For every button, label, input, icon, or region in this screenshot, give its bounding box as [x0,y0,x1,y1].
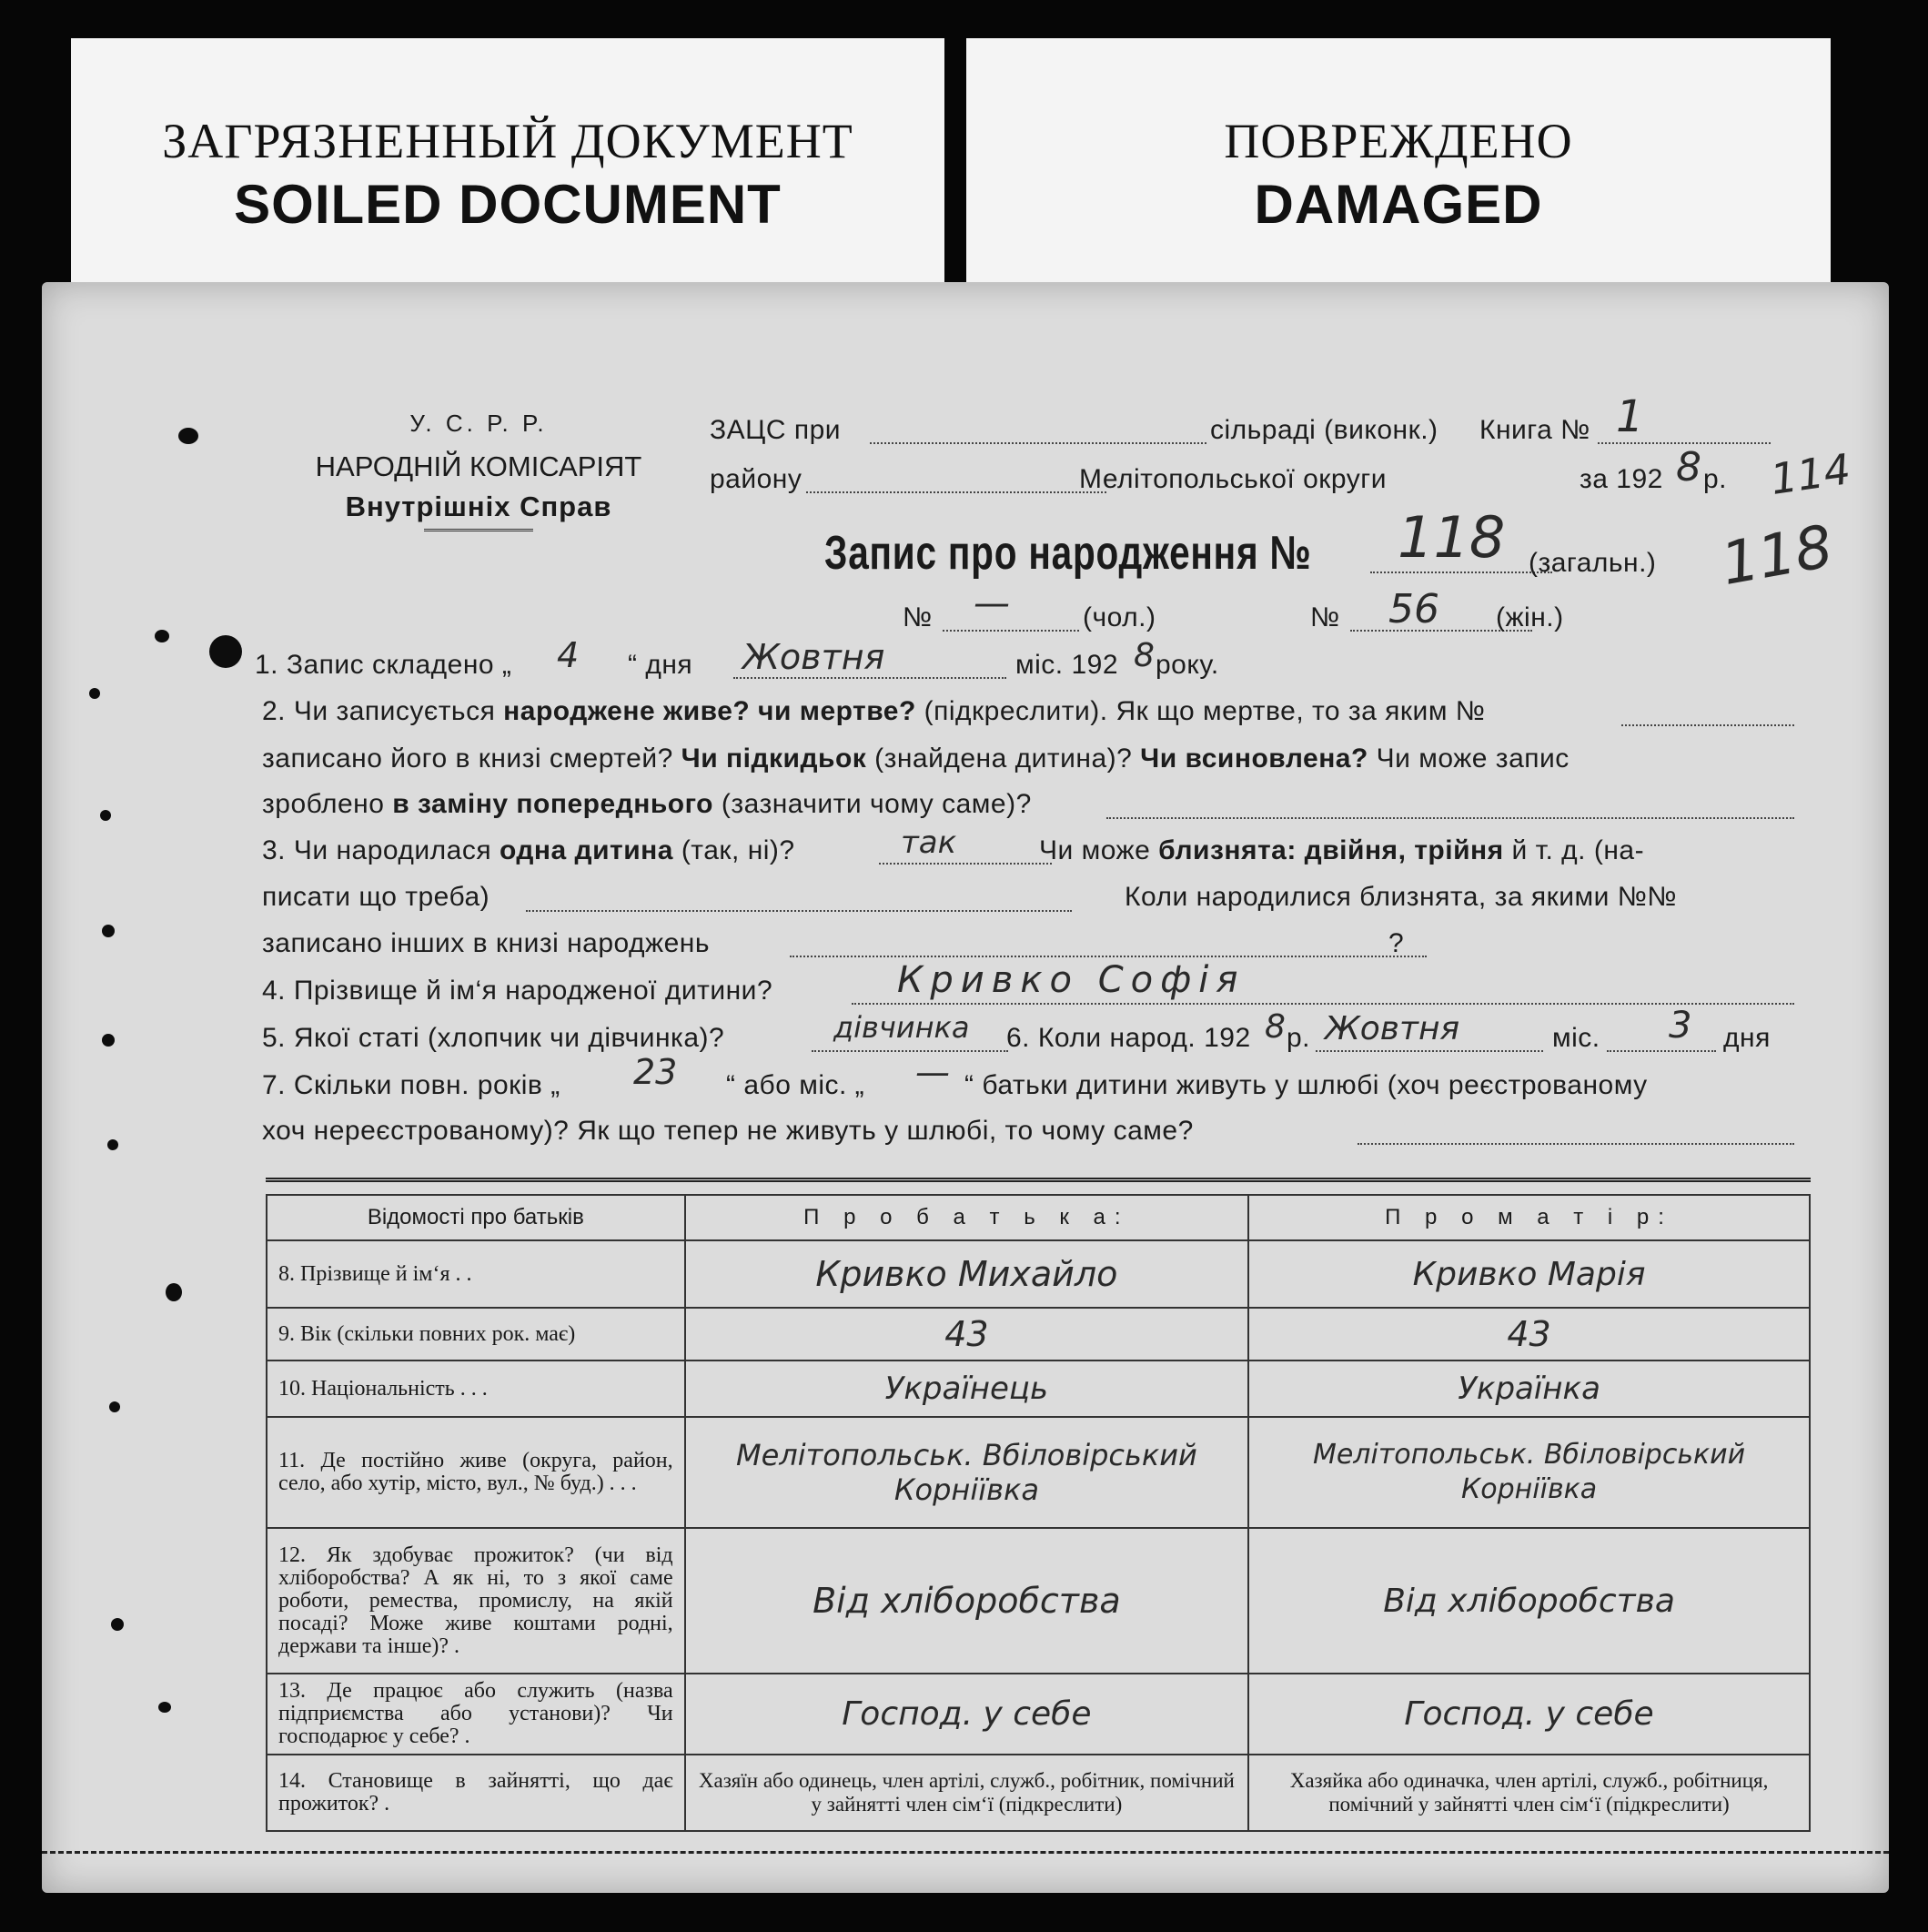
row-label-age: 9. Вік (скільки повних рок. має) [267,1308,685,1360]
table-row [267,1240,1810,1308]
field-1-year: 8 [1134,637,1155,674]
child-sex: дівчинка [833,1010,970,1045]
tear-line [42,1851,1889,1854]
row-label-nationality: 10. Національність . . . [267,1360,685,1417]
book-label: Книга № [1479,415,1590,445]
field-3-twins: близнята: двійня, трійня [1158,835,1504,865]
field-1-day: 4 [557,635,580,675]
field-3-single: одна дитина [499,835,673,865]
field-3-line-1-b [1039,835,1644,866]
field-2-foundling: Чи підкидьок [681,743,867,774]
year-value: 8 [1676,444,1701,491]
field-3-line-2-b: Коли народилися близнята, за якими №№ [1125,882,1678,912]
female-no-label: № [1310,602,1340,632]
table-row [267,1528,1810,1674]
parents-table [266,1194,1811,1832]
birth-record-sheet [42,282,1889,1893]
table-row [267,1360,1810,1417]
damage-mark [155,630,169,642]
field-2-adopted: Чи всиновлена? [1140,743,1368,774]
field-3-line-2: писати що треба) [262,882,490,912]
field-3-question-mark: ? [1388,928,1405,958]
father-residence: Мелітопольськ. Вбіловірський Корніївка [685,1417,1248,1528]
damaged-label-en: DAMAGED [1254,174,1543,235]
damage-mark [89,688,100,699]
mother-residence: Мелітопольськ. Вбіловірський Корніївка [1248,1417,1810,1528]
damage-mark [102,925,115,937]
row-label-livelihood: 12. Як здобуває прожиток? (чи від хліборобства? А як ні, то з якої саме роботи, ремества, промислу, на якій посаді? Може живе коштами родні, держави та інше)? . [267,1528,685,1674]
father-workplace: Господ. у себе [685,1674,1248,1755]
damage-mark [166,1283,182,1301]
field-2-live-dead: народжене живе? чи мертве? [503,696,916,726]
field-1-day-label: “ дня [628,650,693,680]
table-row [267,1674,1810,1755]
field-2-text: (підкреслити). Як що мертве, то за яким № [915,696,1486,726]
field-3-line-1 [262,835,795,866]
field-1-month: Жовтня [742,637,885,677]
ministry-label: Внутрішніх Справ [345,491,612,522]
father-nationality: Українець [685,1360,1248,1417]
record-title: Запис про народження № [824,527,1312,580]
marriage-years: 23 [633,1052,678,1092]
damage-mark [100,810,111,821]
field-6-label: 6. Коли народ. 192 [1006,1023,1251,1053]
header-father: П р о б а т ь к а: [685,1195,1248,1240]
marriage-months: — [915,1052,950,1092]
field-4-label: 4. Прізвище й ім‘я народженої дитини? [262,976,773,1006]
soiled-document-label [71,38,944,311]
male-label: (чол.) [1083,602,1156,632]
damage-mark [102,1034,115,1047]
field-2-text: Чи може запис [1368,743,1570,774]
okrug-label: Мелітопольської округи [1079,464,1387,494]
year-suffix: р. [1703,464,1728,494]
commissariat-label: НАРОДНІЙ КОМІСАРІЯТ [315,450,642,482]
damage-mark [111,1618,124,1631]
field-3-text: 3. Чи народилася [262,835,500,865]
general-number-blank [1370,572,1552,573]
table-row [267,1755,1810,1831]
field-6-dnya: дня [1723,1023,1771,1053]
male-no-label: № [903,602,933,632]
birth-month: Жовтня [1325,1010,1460,1047]
table-row [267,1417,1810,1528]
table-row [267,1308,1810,1360]
field-3-line-3: записано інших в книзі народжень [262,928,711,958]
field-7-line-1-c: “ батьки дитини живуть у шлюбі (хоч реєстрованому [964,1070,1648,1100]
zacs-label: ЗАЦС при [710,415,842,445]
field-3-numbers-blank [790,956,1427,957]
margin-note-118: 118 [1716,512,1838,600]
father-name: Кривко Михайло [685,1240,1248,1308]
field-2-text: (зазначити чому саме)? [713,789,1032,819]
field-7-label: 7. Скільки повн. років „ [262,1070,560,1100]
mother-livelihood: Від хліборобства [1248,1528,1810,1674]
field-1-suffix: року. [1156,650,1219,680]
field-1-label: 1. Запис складено „ [255,650,512,680]
zacs-blank [870,442,1206,444]
birth-day-blank [1607,1050,1716,1052]
row-label-name: 8. Прізвище й ім‘я . . [267,1240,685,1308]
birth-day: 3 [1669,1005,1692,1047]
field-1-month-blank [733,677,1006,679]
district-label: району [710,464,802,494]
field-2-line-3 [262,789,1032,820]
field-6-r: р. [1287,1023,1311,1053]
field-2-text: записано його в книзі смертей? [262,743,681,774]
field-2-replacement: в заміну попереднього [392,789,714,819]
female-label: (жін.) [1496,602,1564,632]
field-3-text: (так, ні)? [672,835,795,865]
row-label-workplace: 13. Де працює або служить (назва підприємства або установи)? Чи господарює у себе? . [267,1674,685,1755]
field-1-year-label: міс. 192 [1015,650,1119,680]
field-3-text: й т. д. (на- [1503,835,1645,865]
field-2-number-blank [1621,724,1794,726]
general-number: 118 [1398,504,1506,571]
row-label-residence: 11. Де постійно живе (округа, район, село, або хутір, місто, вул., № буд.) . . . [267,1417,685,1528]
field-2-line-2 [262,743,1570,774]
birth-month-blank [1316,1050,1543,1052]
republic-label: У. С. Р. Р. [409,410,548,437]
issuing-authority-block [224,410,733,531]
mother-name: Кривко Марія [1248,1240,1810,1308]
birth-year: 8 [1265,1008,1286,1046]
damaged-label-ru: ПОВРЕЖДЕНО [1224,114,1573,168]
damage-mark [158,1702,171,1713]
father-age: 43 [685,1308,1248,1360]
field-3-answer-blank [879,863,1052,865]
field-7-reason-blank [1358,1143,1794,1145]
field-6-mis: міс. [1552,1023,1600,1053]
damage-mark [178,428,198,444]
mother-employment-options: Хазяйка або одиначка, член артілі, служб., робітниця, помічний у зайнятті член сім‘ї (підкреслити) [1248,1755,1810,1831]
header-mother: П р о м а т і р: [1248,1195,1810,1240]
male-number: — [974,582,1010,624]
female-number: 56 [1388,586,1439,632]
general-label: (загальн.) [1529,548,1657,578]
field-7-line-2: хоч нереєстрованому)? Як що тепер не живуть у шлюбі, то чому саме? [262,1116,1194,1146]
field-5-blank [812,1050,1008,1052]
book-number: 1 [1616,391,1644,442]
child-name: Кривко Софія [897,959,1246,1001]
mother-nationality: Українка [1248,1360,1810,1417]
zacs-suffix: сільраді (виконк.) [1210,415,1438,445]
field-3-answer: так [901,824,957,861]
field-5-label: 5. Якої статі (хлопчик чи дівчинка)? [262,1023,725,1053]
table-header-row [267,1195,1810,1240]
row-label-employment-status: 14. Становище в зайнятті, що дає прожиток? . [267,1755,685,1831]
father-livelihood: Від хліборобства [685,1528,1248,1674]
damage-mark [107,1139,118,1150]
male-blank [943,630,1079,632]
field-3-twins-blank [526,910,1072,912]
mother-age: 43 [1248,1308,1810,1360]
field-4-blank [852,1003,1794,1005]
field-2-text: (знайдена дитина)? [866,743,1141,774]
damage-mark [109,1401,120,1412]
father-employment-options: Хазяїн або одинець, член артілі, служб., робітник, помічний у зайнятті член сім‘ї (підкреслити) [685,1755,1248,1831]
punch-hole [209,635,242,668]
field-2-text: зроблено [262,789,393,819]
field-2-reason-blank [1106,817,1794,819]
year-label: за 192 [1580,464,1663,494]
soiled-label-en: SOILED DOCUMENT [234,174,782,235]
field-7-months-label: “ або міс. „ [726,1070,865,1100]
damaged-document-label [966,38,1831,311]
margin-note-114: 114 [1767,444,1854,504]
soiled-label-ru: ЗАГРЯЗНЕННЫЙ ДОКУМЕНТ [162,114,853,168]
field-2-line-1 [262,696,1485,727]
district-blank [806,491,1106,493]
field-2-text: 2. Чи записується [262,696,504,726]
table-top-rule [266,1178,1811,1182]
field-3-text: Чи може [1039,835,1159,865]
header-rule [424,529,533,531]
header-parents-info: Відомості про батьків [267,1195,685,1240]
mother-workplace: Господ. у себе [1248,1674,1810,1755]
